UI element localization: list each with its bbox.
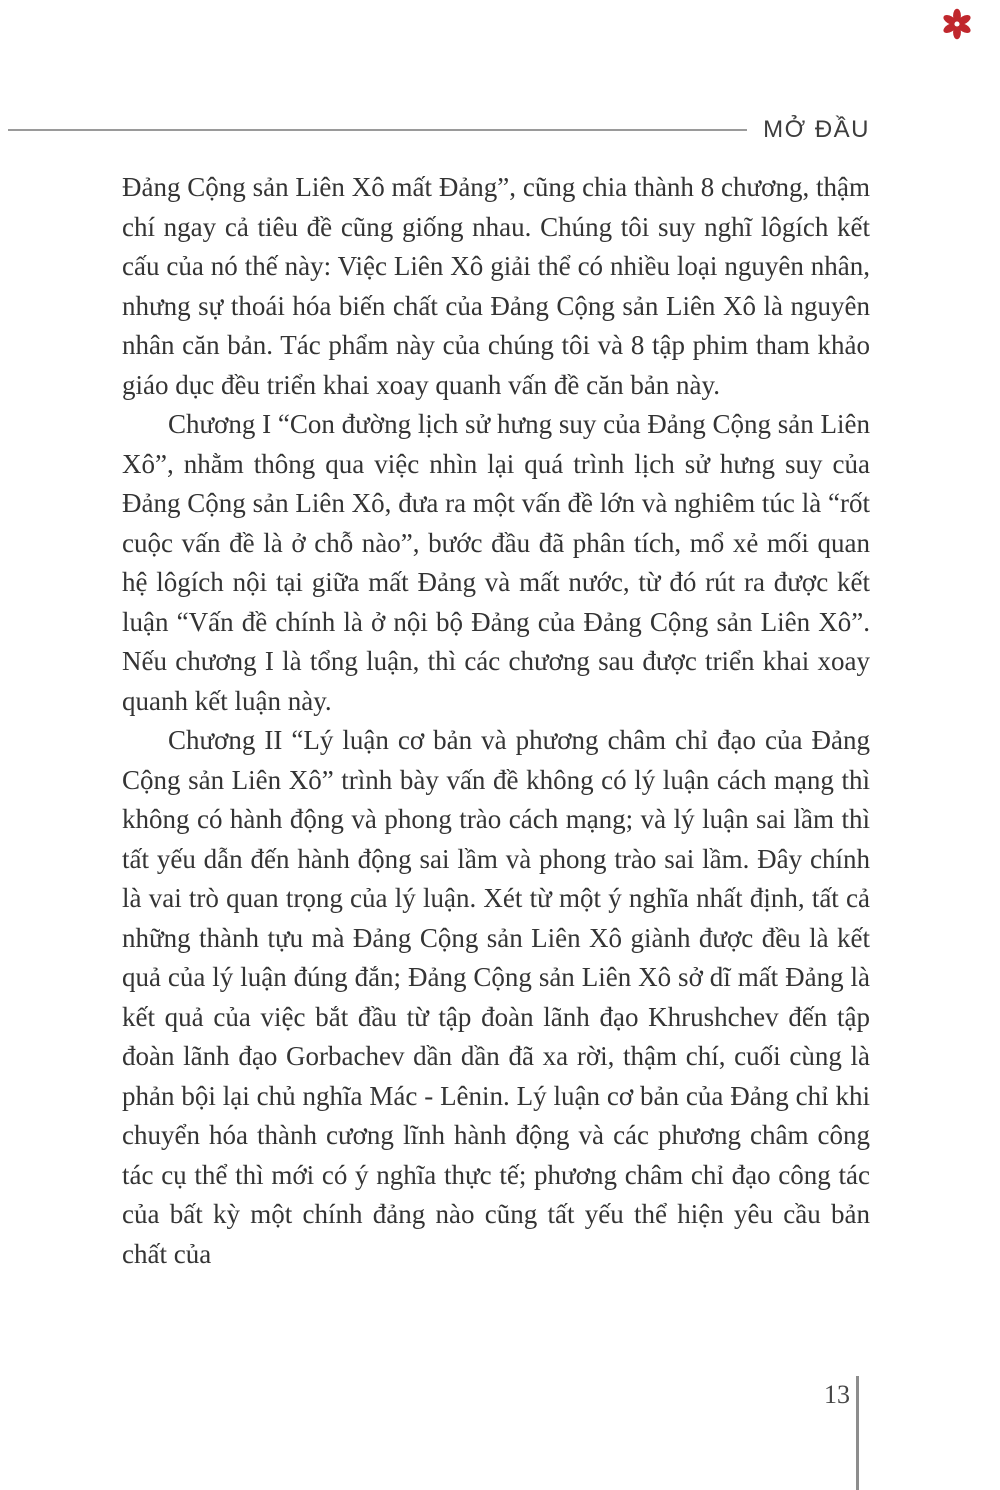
flower-icon [940,7,974,41]
body-paragraph: Chương I “Con đường lịch sử hưng suy của Đảng Cộng sản Liên Xô”, nhằm thông qua việc nhìn lại quá trình lịch sử hưng suy của Đảng Cộng sản Liên Xô, đưa ra một vấn đề lớn và nghiêm túc là “rốt cuộc vấn đề là ở chỗ nào”, bước đầu đã phân tích, mổ xẻ mối quan hệ lôgích nội tại giữa mất Đảng và mất nước, từ đó rút ra được kết luận “Vấn đề chính là ở nội bộ Đảng của Đảng Cộng sản Liên Xô”. Nếu chương I là tổng luận, thì các chương sau được triển khai xoay quanh kết luận này. [122,409,871,716]
flower-center [954,21,959,26]
header-rule [8,129,747,131]
body-paragraph: Chương II “Lý luận cơ bản và phương châm chỉ đạo của Đảng Cộng sản Liên Xô” trình bày vấn đề không có lý luận cách mạng thì không có hành động và phong trào cách mạng; và lý luận sai lầm thì tất yếu dẫn đến hành động sai lầm và phong trào sai lầm. Đây chính là vai trò quan trọng của lý luận. Xét từ một ý nghĩa nhất định, tất cả những thành tựu mà Đảng Cộng sản Liên Xô giành được đều là kết quả của lý luận đúng đắn; Đảng Cộng sản Liên Xô sở dĩ mất Đảng là kết quả của việc bắt đầu từ tập đoàn lãnh đạo Khrushchev đến tập đoàn lãnh đạo Gorbachev dần dần đã xa rời, thậm chí, cuối cùng là phản bội lại chủ nghĩa Mác - Lênin. Lý luận cơ bản của Đảng chỉ khi chuyển hóa thành cương lĩnh hành động và các phương châm công tác cụ thể thì mới có ý nghĩa thực tế; phương châm chỉ đạo công tác của bất kỳ một chính đảng nào cũng tất yếu thể hiện yêu cầu bản chất của [122,725,870,1269]
page-body-text [122,168,870,1274]
footer-rule [856,1376,859,1490]
page-number: 13 [824,1380,850,1409]
body-paragraph: Đảng Cộng sản Liên Xô mất Đảng”, cũng chia thành 8 chương, thậm chí ngay cả tiêu đề cũng giống nhau. Chúng tôi suy nghĩ lôgích kết cấu của nó thế này: Việc Liên Xô giải thể có nhiều loại nguyên nhân, nhưng sự thoái hóa biến chất của Đảng Cộng sản Liên Xô là nguyên nhân căn bản. Tác phẩm này của chúng tôi và 8 tập phim tham khảo giáo dục đều triển khai xoay quanh vấn đề căn bản này. [122,172,870,400]
running-header [8,116,870,144]
running-header-title: MỞ ĐẦU [763,116,870,143]
